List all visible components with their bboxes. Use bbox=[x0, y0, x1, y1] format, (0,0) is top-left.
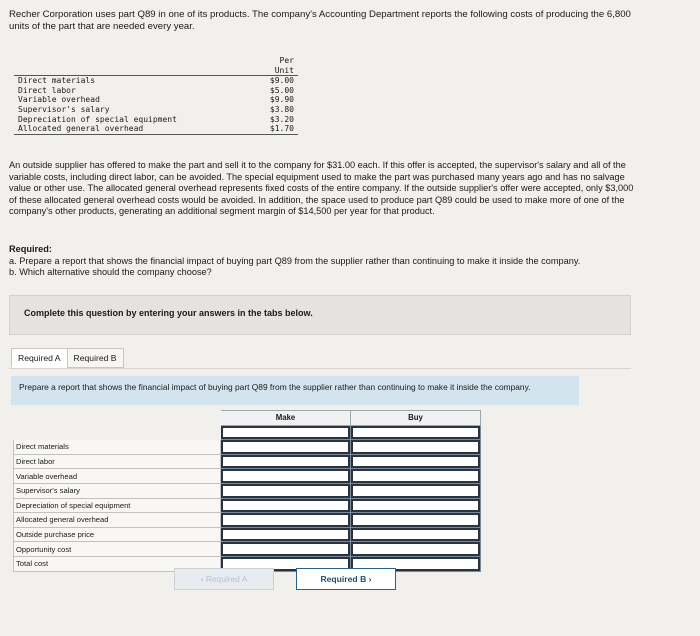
cost-label: Variable overhead bbox=[18, 95, 100, 105]
cost-value: $1.70 bbox=[250, 124, 298, 134]
cost-row bbox=[14, 124, 298, 134]
instruction-box bbox=[9, 295, 631, 335]
problem-intro: Recher Corporation uses part Q89 in one of its products. The company's Accounting Department reports the following costs of producing the 6,800 units of the part that are needed every year. bbox=[9, 9, 631, 32]
make-input-outside-purchase[interactable] bbox=[221, 528, 350, 542]
report-row-label: Variable overhead bbox=[14, 469, 221, 484]
cost-value: $3.80 bbox=[269, 104, 294, 114]
buy-input-allocated-overhead[interactable] bbox=[351, 513, 480, 527]
buy-input-depreciation[interactable] bbox=[351, 499, 480, 513]
report-header-row bbox=[14, 411, 481, 426]
make-input-variable-overhead[interactable] bbox=[221, 469, 350, 483]
cost-row bbox=[14, 105, 298, 115]
cost-row bbox=[14, 95, 298, 105]
make-input-blank[interactable] bbox=[221, 426, 350, 440]
tab-required-a[interactable]: Required A bbox=[11, 348, 68, 368]
make-input-depreciation[interactable] bbox=[221, 499, 350, 513]
report-row bbox=[14, 527, 481, 542]
cost-table-header bbox=[14, 56, 298, 76]
buy-input-opportunity-cost[interactable] bbox=[351, 542, 480, 556]
buy-input-variable-overhead[interactable] bbox=[351, 469, 480, 483]
make-column-header: Make bbox=[221, 411, 351, 426]
report-table-wrap bbox=[13, 410, 481, 572]
buy-input-supervisors-salary[interactable] bbox=[351, 484, 480, 498]
instruction-text: Complete this question by entering your answers in the tabs below. bbox=[24, 308, 313, 318]
required-a-text: a. Prepare a report that shows the financial impact of buying part Q89 from the supplier rather than continuing to make it inside the company. bbox=[9, 255, 581, 266]
make-input-opportunity-cost[interactable] bbox=[221, 542, 350, 556]
report-prompt: Prepare a report that shows the financial impact of buying part Q89 from the supplier rather than continuing to make it inside the company. bbox=[11, 376, 579, 405]
cost-row bbox=[14, 76, 298, 86]
per-unit-header: Per Unit bbox=[274, 56, 294, 75]
buy-input-direct-materials[interactable] bbox=[351, 440, 480, 454]
cost-value: $9.90 bbox=[269, 95, 294, 105]
chevron-left-icon: ‹ bbox=[200, 574, 204, 584]
report-row-label: Opportunity cost bbox=[14, 542, 221, 557]
required-section bbox=[9, 244, 629, 279]
make-input-direct-materials[interactable] bbox=[221, 440, 350, 454]
report-row-label: Allocated general overhead bbox=[14, 513, 221, 528]
buy-input-outside-purchase[interactable] bbox=[351, 528, 480, 542]
report-row bbox=[14, 454, 481, 469]
chevron-right-icon: › bbox=[368, 574, 372, 584]
cost-value: $9.00 bbox=[250, 76, 298, 86]
report-row-label: Direct materials bbox=[14, 440, 221, 455]
cost-row bbox=[14, 115, 298, 125]
cost-label: Direct labor bbox=[18, 85, 76, 95]
required-heading: Required: bbox=[9, 244, 52, 254]
cost-label: Depreciation of special equipment bbox=[18, 114, 177, 124]
report-row bbox=[14, 542, 481, 557]
buy-input-direct-labor[interactable] bbox=[351, 455, 480, 469]
report-blank-row bbox=[14, 425, 481, 440]
cost-value: $5.00 bbox=[269, 85, 294, 95]
report-row-label: Depreciation of special equipment bbox=[14, 498, 221, 513]
unit-cost-table bbox=[14, 56, 298, 135]
required-b-text: b. Which alternative should the company choose? bbox=[9, 267, 212, 278]
report-row-label: Direct labor bbox=[14, 454, 221, 469]
report-row bbox=[14, 483, 481, 498]
make-input-direct-labor[interactable] bbox=[221, 455, 350, 469]
report-row bbox=[14, 498, 481, 513]
buy-column-header: Buy bbox=[351, 411, 481, 426]
prev-button-label: Required A bbox=[205, 574, 248, 584]
report-row-label: Outside purchase price bbox=[14, 527, 221, 542]
report-row bbox=[14, 440, 481, 455]
next-required-b-button[interactable] bbox=[296, 568, 396, 590]
answer-tabs bbox=[11, 348, 123, 368]
problem-details: An outside supplier has offered to make the part and sell it to the company for $31.00 each. If this offer is accepted, the supervisor's salary and all of the variable costs, including direct labor, can be avoided. The special equipment used to make the part was purchased many years ago and has no salvage value or other use. The allocated general overhead represents fixed costs of the entire company. If the outside supplier's offer were accepted, only $3,000 of these allocated general overhead costs would be avoided. In addition, the space used to produce part Q89 could be used to make more of one of the company's other products, generating an additional segment margin of $14,500 per year for that product. bbox=[9, 160, 634, 217]
next-button-label: Required B bbox=[320, 574, 367, 584]
cost-label: Supervisor's salary bbox=[18, 104, 110, 114]
cost-label: Allocated general overhead bbox=[14, 124, 250, 134]
tab-required-b[interactable]: Required B bbox=[67, 348, 124, 368]
report-row bbox=[14, 469, 481, 484]
make-input-supervisors-salary[interactable] bbox=[221, 484, 350, 498]
report-row bbox=[14, 513, 481, 528]
cost-value: $3.20 bbox=[269, 114, 294, 124]
prev-required-a-button[interactable] bbox=[174, 568, 274, 590]
make-input-allocated-overhead[interactable] bbox=[221, 513, 350, 527]
report-row-label: Supervisor's salary bbox=[14, 483, 221, 498]
cost-label: Direct materials bbox=[14, 76, 250, 86]
make-buy-report-table bbox=[13, 410, 481, 572]
cost-row bbox=[14, 86, 298, 96]
report-row-label: Total cost bbox=[14, 556, 221, 571]
buy-input-blank[interactable] bbox=[351, 426, 480, 440]
